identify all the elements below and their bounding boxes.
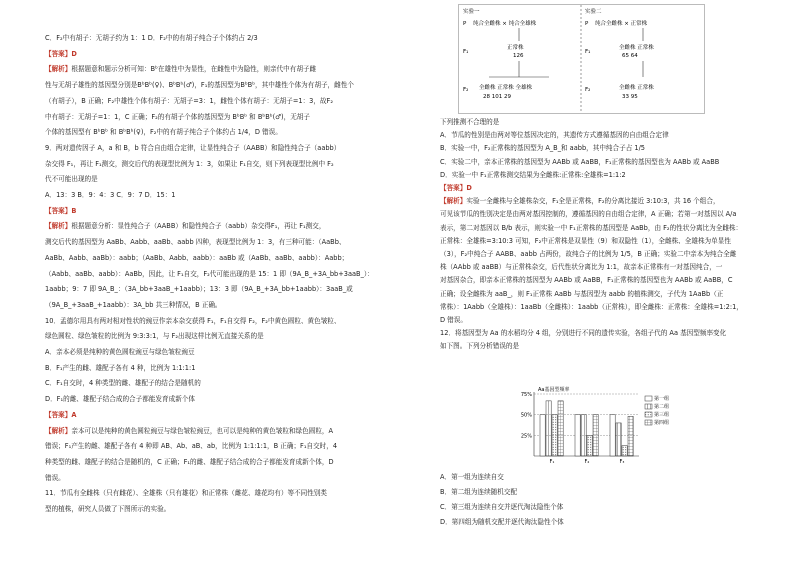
y-tick-label: 75%: [520, 392, 532, 398]
q12-option: C．第三组为连续自交并逐代淘汰隐性个体: [440, 503, 564, 511]
left-line: [45, 222, 325, 231]
left-line: 型的植株，研究人员做了下图所示的实验。: [45, 505, 171, 513]
bar: [581, 415, 586, 456]
left-line: 【答案】A: [45, 410, 77, 419]
analysis-text: 亲本可以是纯种的黄色圆粒豌豆与绿色皱粒豌豆，也可以是纯种的黄色皱粒和绿色圆粒，A: [71, 426, 334, 435]
left-line: 测交后代的基因型为 AaBb、Aabb、aaBb、aabb 四种，表现型比例为 1：3，有三种可能：（AaBb、: [45, 238, 346, 247]
right-line: B．实验一中，F₂正常株的基因型为 A_B_和 aabb，其中纯合子占 1/5: [440, 144, 646, 153]
right-line: （3），F₂中纯合子 AABB、aabb 占两份，故纯合子的比例为 1/5，B 正确；实验二中亲本为纯合全雌: [440, 250, 737, 258]
exp2-f1-label: F₁: [585, 49, 591, 55]
right-line: D．实验一中 F₁正常株测交结果为全雌株:正常株:全雄株=1:1:2: [440, 170, 626, 179]
left-line: 【答案】B: [45, 206, 77, 215]
left-line: （有胡子），B 正确；F₂中雄性个体有胡子：无胡子=3：1，雌性个体有胡子：无胡子=1：3，故F₂: [45, 96, 333, 105]
left-line: AaBb、Aabb、aaBb）：aabb；（AaBb、Aabb、aabb）：aaBb 或（AaBb、aaBb、aabb）：Aabb；: [45, 253, 349, 262]
left-line: C．F₂中有胡子：无胡子约为 1：1 D．F₂中的有胡子纯合子个体约占 2/3: [45, 34, 258, 42]
right-line: 株（AAbb 或 aaBB）与正常株杂交，后代性状分离比为 1:1，故亲本正常株有一对基因纯合，一: [440, 263, 723, 272]
exp2-f2-count: 33 95: [622, 94, 638, 100]
analysis-text: 根据题意分析：显性纯合子（AABB）和隐性纯合子（aabb）杂交得F₁，再让 F₁测交，: [71, 222, 326, 231]
right-line: 【答案】D: [440, 184, 472, 192]
exp2-f2: 全雌株 正常株: [619, 85, 654, 91]
exp1-f1: 正常株: [507, 45, 524, 51]
exp1-f2-count: 28 101 29: [483, 94, 511, 100]
bar: [552, 415, 557, 456]
left-line: 【答案】D: [45, 49, 77, 58]
analysis-tag: 【解析】: [45, 65, 72, 74]
legend-swatch: [645, 396, 652, 401]
left-line: A．亲本必须是纯种的黄色圆粒豌豆与绿色皱粒豌豆: [45, 348, 195, 356]
bar: [558, 401, 563, 456]
y-tick-label: 50%: [520, 412, 532, 419]
aa-frequency-chart: [512, 386, 687, 468]
left-line: C．F₁自交时，4 种类型的雌、雄配子的结合是随机的: [45, 379, 201, 388]
legend-label: 第三组: [654, 412, 670, 418]
x-tick-label: F₂: [584, 459, 590, 464]
exp1-f2: 全雌株 正常株 全雄株: [479, 85, 532, 91]
bar: [616, 423, 621, 456]
exp2-f2-label: F₂: [585, 87, 591, 93]
exp1-p-label: P: [463, 21, 467, 27]
right-line: 表示，第二对基因以 B/b 表示，则实验一中 F₁正常株的基因型是 AaBb，由 F₂的性状分离比为全雌株：: [440, 223, 743, 232]
exp2-f1-count: 65 64: [622, 53, 638, 59]
left-line: 9．两对遗传因子 A，a 和 B，b 符合自由组合定律，让显性纯合子（AABB）和隐性纯合子（aabb）: [45, 143, 341, 152]
analysis-tag: 【解析】: [440, 197, 467, 206]
exp1-f2-label: F₂: [463, 87, 469, 93]
left-line: D．F₁的雌、雄配子结合成的合子都能发育成新个体: [45, 395, 195, 404]
x-tick-label: F₃: [619, 459, 625, 464]
legend-label: 第二组: [654, 404, 670, 410]
exp2-p-label: P: [585, 21, 589, 27]
left-line: 1aabb；9：7 即 9A_B_：（3A_bb+3aaB_+1aabb）；13：3 即（9A_B_+3A_bb+1aabb）：3aaB_或: [45, 285, 353, 294]
right-line: 常株）：1Aabb（全雄株）：1aaBb（全雌株）：1aabb（正常株），即全雌株：正常株：全雄株=1:2:1，: [440, 302, 743, 311]
left-line: 性与无胡子雄性的基因型分别是BᵇBᵇ(♀)、BᵇBᵇ(♂)，F₁的基因型为BᵇBᵇ，其中雄性个体为有胡子，雌性个: [45, 81, 354, 90]
right-line: 正常株：全雄株=3:10:3 可知，F₂中正常株是双显性（9）和双隐性（1），全雌株、全雄株为单显性: [440, 236, 731, 245]
left-line: [45, 427, 333, 436]
left-line: 错误。: [45, 473, 65, 482]
left-line: 中有胡子：无胡子=1：1，C 正确；F₂的有胡子个体的基因型为 BᵇBᵇ 和 BᵇBᵇ(♂)，无胡子: [45, 112, 311, 121]
x-tick-label: F₁: [549, 459, 555, 464]
left-line: 绿色圆粒、绿色皱粒的比例为 9:3:3:1，与 F₂出现这样比例无直接关系的是: [45, 332, 264, 341]
legend-swatch: [645, 412, 652, 417]
exp1-f1-count: 126: [513, 53, 524, 59]
right-line: 对基因杂合，即亲本正常株的基因型为 AABb 或 AaBB，F₁正常株的基因型也为 AABb 或 AaBB，C: [440, 276, 733, 285]
right-line: A．节瓜的性别是由两对等位基因决定的，其遗传方式遵循基因的自由组合定律: [440, 131, 669, 140]
exp1-parents: 纯合全雌株 × 纯合全雄株: [473, 21, 537, 27]
chart-title: Aa基因型频率: [538, 387, 570, 393]
bar: [593, 415, 598, 456]
q12-option: B．第二组为连续随机交配: [440, 488, 518, 496]
legend-swatch: [645, 404, 652, 409]
left-line: 种类型的雌、雄配子的结合是随机的，C 正确；F₁的雌、雄配子结合成的合子都能发育成新个体，D: [45, 457, 334, 466]
exp2-f1: 全雌株 正常株: [619, 45, 654, 51]
bar: [622, 446, 627, 456]
left-line: A．13：3 B．9：4：3 C．9：7 D．15：1: [45, 191, 176, 199]
bar: [610, 415, 615, 456]
right-line: D 错误。: [440, 316, 467, 324]
left-line: 个体的基因型有 BᵇBᵇ 和 BᵇBᵇ(♀)，F₂中的有胡子纯合子个体约占 1/4，D 错误。: [45, 128, 282, 137]
exp2-parents: 纯合全雌株 × 正常株: [595, 21, 648, 27]
left-line: （9A_B_+3aaB_+1aabb）：3A_bb 共三种情况，B 正确。: [45, 300, 222, 309]
bar: [628, 416, 633, 456]
legend-label: 第四组: [654, 420, 670, 426]
exp2-title: 实验二: [585, 9, 602, 15]
analysis-text: 根据题意和题示分析可知：Bᵇ在雄性中为显性，在雌性中为隐性，则亲代中有胡子雌: [71, 65, 317, 74]
right-line: 正确；设全雌株为 aaB_，则 F₁正常株 AaBb 与基因型为 aabb 的植株测交，子代为 1AaBb（正: [440, 289, 724, 298]
q12-option: D．第四组为随机交配并逐代淘汰隐性个体: [440, 518, 564, 526]
left-line: B．F₁产生的雌、雄配子各有 4 种，比例为 1:1:1:1: [45, 363, 196, 372]
right-line: [440, 197, 720, 206]
exp1-title: 实验一: [463, 9, 480, 15]
analysis-text: 实验一全雌株与全雄株杂交，F₁全是正常株，F₂的分离比接近 3:10:3，共 16 个组合，: [466, 197, 720, 206]
y-tick-label: 25%: [520, 433, 532, 440]
left-line: 杂交得 F₁，再让 F₁测交，测交后代的表现型比例为 1：3，如果让 F₁自交，则下列表现型比例中 F₂: [45, 159, 334, 168]
right-line: 12．将基因型为 Aa 的水稻均分 4 组，分别进行不同的遗传实验，各组子代的 Aa 基因型频率变化: [440, 329, 727, 338]
analysis-tag: 【解析】: [45, 426, 72, 435]
bar: [546, 401, 551, 456]
bar: [587, 435, 592, 456]
left-line: 10．孟德尔用具有两对相对性状的豌豆作亲本杂交获得 F₁，F₁自交得 F₂，F₂中黄色圆粒、黄色皱粒、: [45, 316, 341, 325]
chart-svg: [512, 386, 687, 464]
left-line: 11．节瓜有全雌株（只有雌花）、全雄株（只有雄花）和正常株（雌花、雄花均有）等不同性别类: [45, 489, 328, 498]
left-line: （Aabb、aaBb、aabb）：AaBb，因此，让 F₁自交，F₂代可能出现的是 15：1 即（9A_B_+3A_bb+3aaB_）：: [45, 269, 374, 278]
left-line: 错误；F₁产生的雌、雄配子各有 4 种即 AB、Ab、aB、ab，比例为 1:1:1:1，B 正确；F₁自交时，4: [45, 442, 338, 451]
right-line: 下列推测不合理的是: [440, 118, 500, 126]
legend-label: 第一组: [654, 396, 670, 402]
q12-option: A．第一组为连续自交: [440, 473, 504, 481]
left-line: 代不可能出现的是: [45, 175, 98, 184]
experiment-diagram-svg: [459, 5, 704, 113]
analysis-tag: 【解析】: [45, 222, 72, 231]
right-line: 可见该节瓜的性别决定是由两对基因控制的，遵循基因的自由组合定律，A 正确；若第一对基因以 A/a: [440, 210, 737, 219]
bar: [540, 415, 545, 456]
right-line: 如下图。下列分析错误的是: [440, 342, 520, 351]
exp1-f1-label: F₁: [463, 49, 469, 55]
left-line: [45, 65, 316, 74]
experiment-diagram: [458, 4, 705, 114]
legend-swatch: [645, 420, 652, 425]
right-line: C．实验二中，亲本正常株的基因型为 AABb 或 AaBB，F₁正常株的基因型也为 AABb 或 AaBB: [440, 157, 720, 166]
bar: [575, 415, 580, 456]
